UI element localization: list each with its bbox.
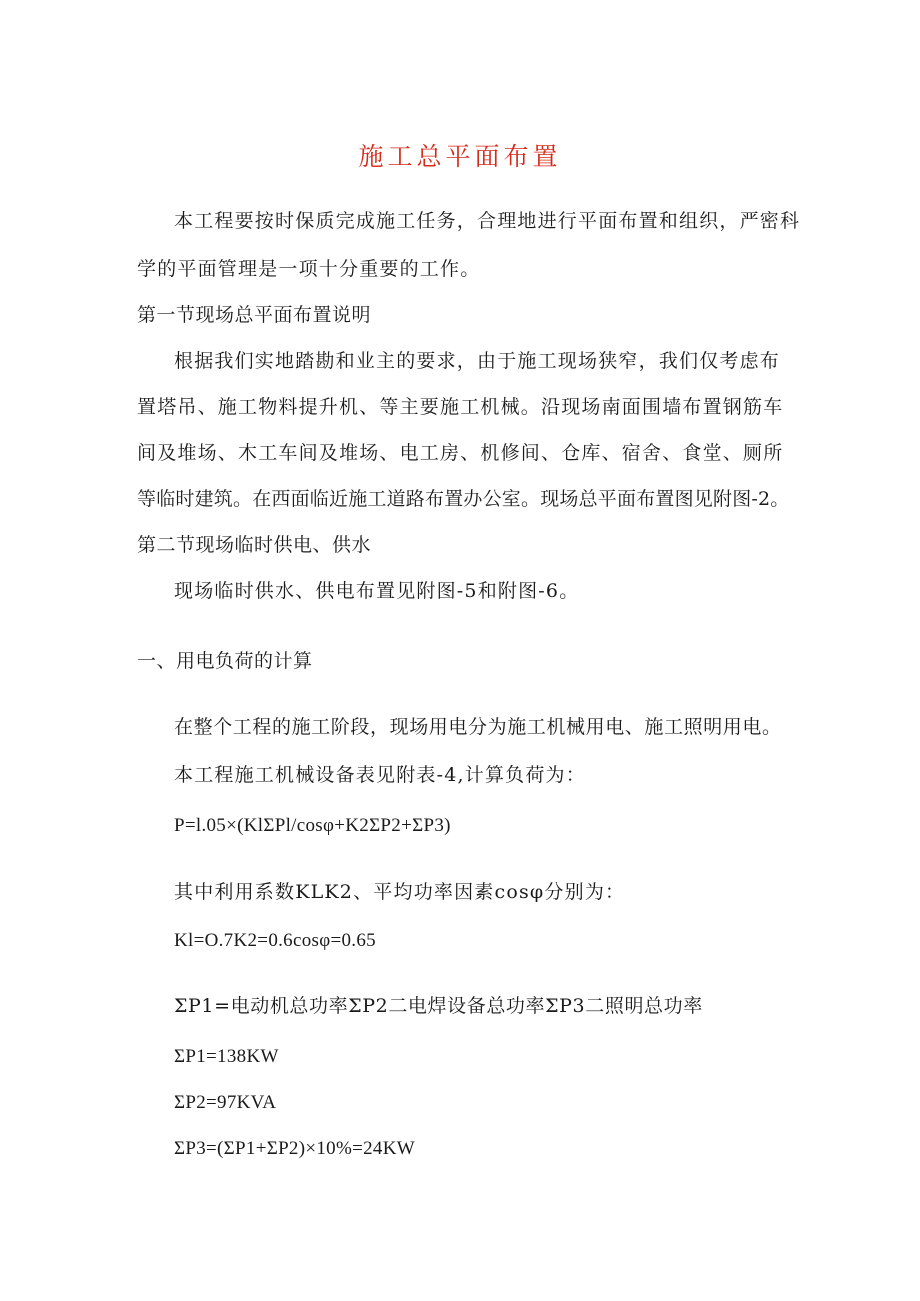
sum-p1-value: ΣP1=138KW xyxy=(174,1046,279,1067)
load-formula: P=l.05×(KlΣPl/cosφ+K2ΣP2+ΣP3) xyxy=(174,815,451,836)
part-1-heading: 一、用电负荷的计算 xyxy=(137,650,313,672)
section-2-heading: 第二节现场临时供电、供水 xyxy=(137,534,372,556)
part-1-paragraph-1: 在整个工程的施工阶段，现场用电分为施工机械用电、施工照明用电。 xyxy=(174,716,782,738)
coefficient-values: Kl=O.7K2=0.6cosφ=0.65 xyxy=(174,930,376,951)
section-1-line-4: 等临时建筑。在西面临近施工道路布置办公室。现场总平面布置图见附图-2。 xyxy=(137,488,790,510)
intro-line-2: 学的平面管理是一项十分重要的工作。 xyxy=(137,258,481,280)
intro-line-1: 本工程要按时保质完成施工任务，合理地进行平面布置和组织，严密科 xyxy=(174,210,801,232)
sum-p3-value: ΣP3=(ΣP1+ΣP2)×10%=24KW xyxy=(174,1138,415,1159)
section-2-line: 现场临时供水、供电布置见附图-5和附图-6。 xyxy=(174,580,580,602)
page-title: 施工总平面布置 xyxy=(358,142,562,171)
section-1-line-2: 置塔吊、施工物料提升机、等主要施工机械。沿现场南面围墙布置钢筋车 xyxy=(137,396,784,418)
section-1-line-3: 间及堆场、木工车间及堆场、电工房、机修间、仓库、宿舍、食堂、厕所 xyxy=(137,442,784,464)
sum-p2-value: ΣP2=97KVA xyxy=(174,1092,277,1113)
part-1-paragraph-2: 本工程施工机械设备表见附表-4,计算负荷为： xyxy=(174,764,586,786)
coefficient-text: 其中利用系数KLK2、平均功率因素cosφ分别为： xyxy=(174,881,626,903)
section-1-heading: 第一节现场总平面布置说明 xyxy=(137,304,372,326)
section-1-line-1: 根据我们实地踏勘和业主的要求，由于施工现场狭窄，我们仅考虑布 xyxy=(174,350,781,372)
power-definitions: ΣP1=电动机总功率ΣP2二电焊设备总功率ΣP3二照明总功率 xyxy=(174,995,703,1017)
